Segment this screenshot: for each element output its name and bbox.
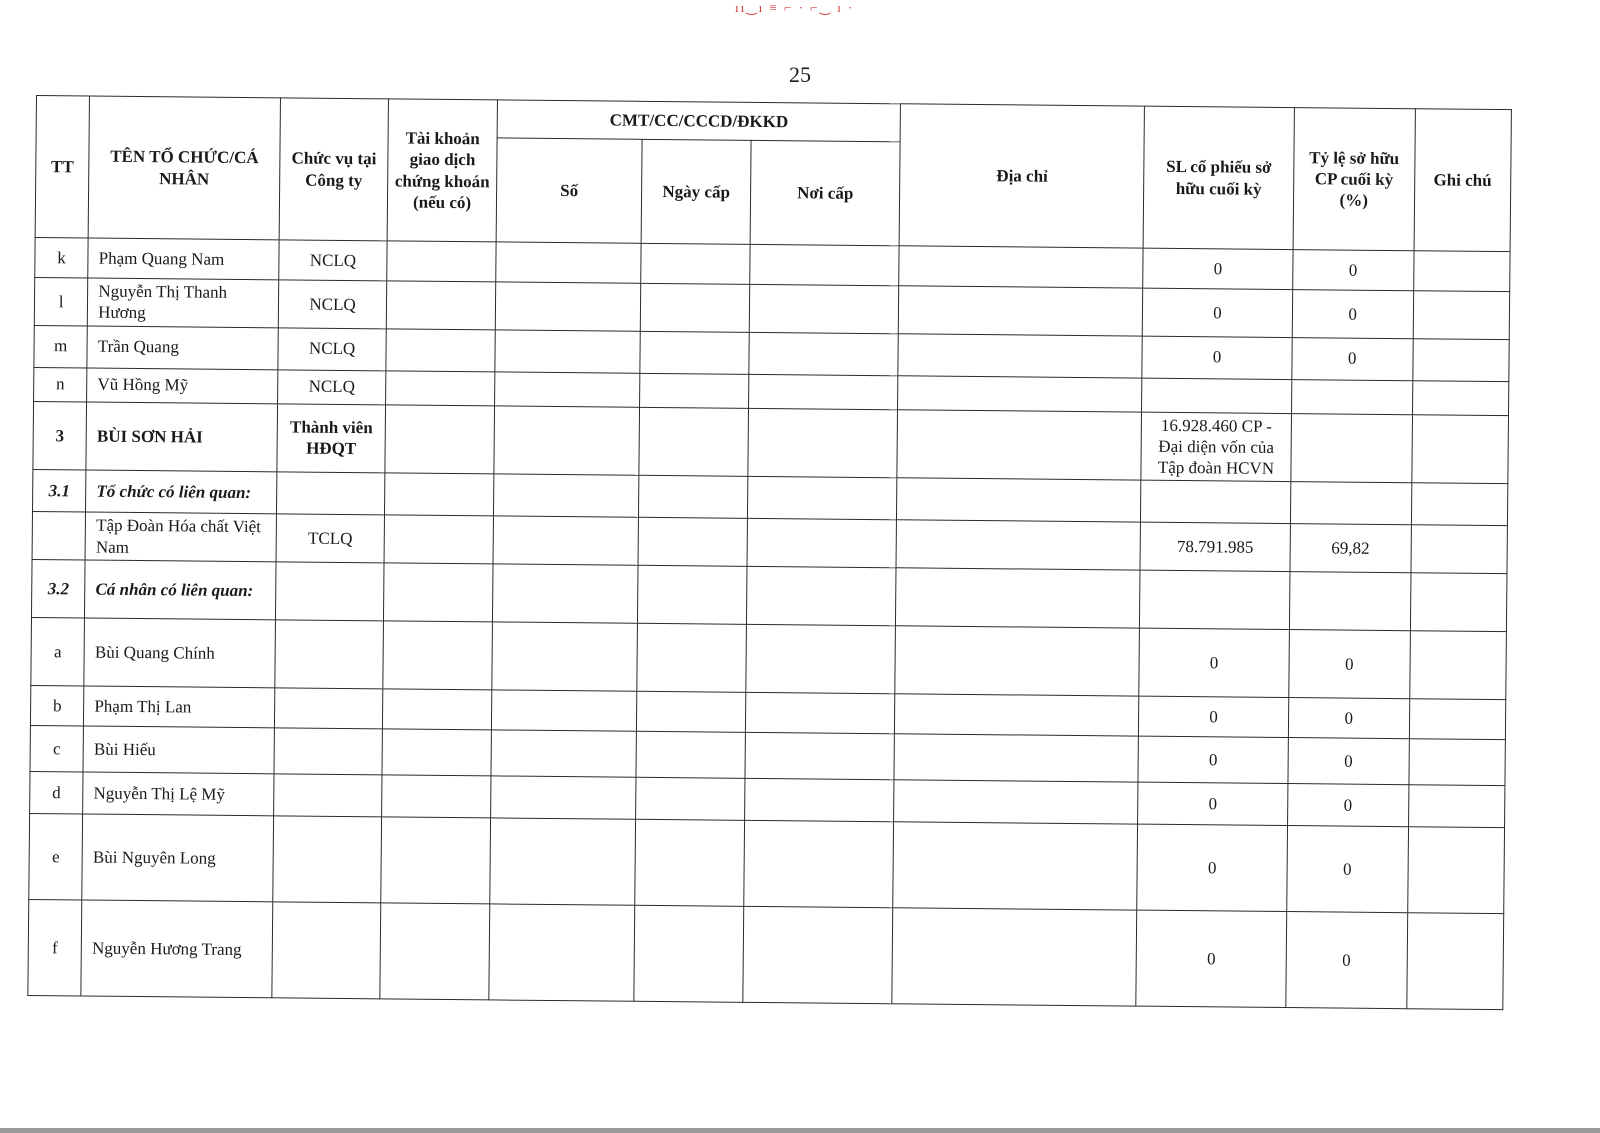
header-name: TÊN TỔ CHỨC/CÁ NHÂN [88, 96, 280, 240]
cell-tt: e [29, 813, 83, 900]
scan-edge [0, 1128, 1600, 1133]
cell-name: Bùi Quang Chính [84, 618, 275, 688]
cell-shares [1141, 480, 1291, 523]
cell-shares: 0 [1138, 736, 1288, 783]
cell-id-number [494, 405, 640, 475]
cell-position: NCLQ [279, 240, 388, 281]
cell-position: Thành viên HĐQT [277, 403, 386, 473]
cell-id-number [489, 904, 635, 1001]
cell-account [385, 404, 494, 474]
cell-address [897, 409, 1141, 480]
cell-id-date [636, 777, 745, 820]
header-shares: SL cổ phiếu sở hữu cuối kỳ [1143, 106, 1294, 249]
cell-note [1412, 338, 1509, 381]
shareholder-table [27, 95, 1512, 1010]
cell-note [1411, 414, 1508, 484]
cell-note [1406, 912, 1503, 1009]
cell-name: Phạm Quang Nam [88, 238, 279, 280]
table-row [29, 813, 1505, 913]
cell-position: NCLQ [277, 369, 386, 404]
cell-address [894, 734, 1138, 782]
cell-id-place [746, 624, 896, 693]
cell-account [382, 775, 491, 818]
cell-id-number [493, 516, 639, 565]
cell-ratio: 0 [1288, 697, 1409, 738]
cell-position [273, 816, 382, 903]
cell-note [1409, 738, 1506, 785]
cell-tt: d [30, 771, 84, 814]
cell-id-date [636, 731, 745, 778]
cell-shares: 16.928.460 CP - Đại diện vốn của Tập đoàn HCVN [1141, 412, 1291, 482]
cell-note [1410, 572, 1507, 631]
cell-position: NCLQ [278, 280, 387, 329]
cell-name: Cá nhân có liên quan: [85, 560, 276, 620]
header-id-date: Ngày cấp [641, 139, 751, 244]
cell-position [275, 620, 384, 689]
cell-address [898, 375, 1142, 411]
cell-id-place [750, 244, 900, 285]
cell-shares: 78.791.985 [1140, 522, 1290, 571]
cell-note [1407, 826, 1504, 913]
cell-id-date [639, 407, 748, 477]
cell-id-place [749, 284, 899, 333]
cell-id-number [490, 776, 636, 819]
cell-note [1409, 630, 1506, 699]
cell-address [893, 822, 1138, 910]
cell-shares: 0 [1136, 910, 1286, 1007]
cell-id-place [746, 566, 896, 625]
cell-address [896, 520, 1140, 570]
cell-position [276, 472, 385, 515]
cell-note [1409, 698, 1506, 739]
cell-shares [1142, 378, 1292, 413]
cell-position: NCLQ [278, 327, 387, 370]
cell-id-place [745, 692, 895, 733]
cell-position [274, 688, 383, 729]
cell-account [385, 473, 494, 516]
cell-shares: 0 [1139, 628, 1289, 697]
header-tt: TT [35, 96, 90, 239]
cell-account [387, 281, 496, 330]
header-address: Địa chỉ [900, 104, 1145, 248]
cell-ratio: 0 [1292, 290, 1413, 339]
header-ratio: Tỷ lệ sở hữu CP cuối kỳ (%) [1293, 108, 1415, 251]
cell-id-date [639, 476, 748, 519]
cell-id-date [640, 373, 749, 408]
cell-ratio: 0 [1289, 629, 1411, 698]
cell-tt: 3.1 [32, 470, 86, 513]
cell-id-number [496, 242, 642, 283]
cell-name: Tập Đoàn Hóa chất Việt Nam [85, 512, 276, 561]
header-account [387, 99, 497, 242]
cell-account [380, 903, 489, 1000]
cell-id-date [635, 819, 744, 906]
header-account-label: Tài khoản giao dịch chứng khoán [394, 128, 490, 191]
cell-shares: 0 [1142, 336, 1292, 379]
cell-id-date [641, 283, 750, 332]
cell-account [384, 563, 493, 622]
cell-name: Tổ chức có liên quan: [86, 470, 277, 514]
cell-name: Bùi Nguyên Long [82, 814, 273, 902]
cell-name: Nguyễn Hương Trang [81, 900, 272, 998]
cell-note [1412, 380, 1509, 415]
cell-position [274, 728, 383, 775]
cell-shares: 0 [1137, 824, 1287, 911]
cell-note [1413, 291, 1510, 339]
table-row [28, 899, 1504, 1009]
cell-tt: m [34, 325, 88, 368]
cell-id-place [749, 332, 899, 375]
cell-account [383, 621, 492, 690]
cell-tt: f [28, 899, 82, 996]
cell-id-number [492, 564, 638, 623]
cell-id-place [747, 477, 897, 520]
cell-address [895, 694, 1139, 736]
cell-ratio: 0 [1292, 337, 1413, 380]
cell-id-number [490, 818, 636, 905]
stamp-mark: ıı‿ı ≡ ⌐ · ⌐‿ ı · [735, 0, 855, 15]
cell-tt [32, 512, 86, 560]
cell-ratio [1289, 571, 1410, 630]
cell-tt: 3.2 [31, 559, 85, 618]
cell-id-date [637, 691, 746, 732]
cell-tt: a [31, 617, 85, 686]
cell-tt: k [35, 237, 89, 278]
cell-account [387, 241, 496, 282]
cell-account [384, 515, 493, 564]
cell-account [386, 328, 495, 371]
header-note: Ghi chú [1414, 109, 1512, 252]
cell-name: BÙI SƠN HẢI [86, 402, 277, 473]
page-number: 25 [789, 62, 811, 87]
cell-shares [1140, 570, 1290, 629]
cell-ratio: 0 [1287, 783, 1408, 826]
cell-id-date [641, 243, 750, 284]
cell-ratio: 0 [1292, 250, 1413, 291]
cell-name: Vũ Hồng Mỹ [87, 368, 278, 404]
cell-id-place [744, 778, 894, 821]
cell-id-number [492, 622, 638, 691]
cell-address [899, 286, 1143, 336]
cell-tt: l [34, 277, 88, 325]
cell-shares: 0 [1139, 696, 1289, 737]
cell-tt: b [30, 685, 84, 726]
cell-ratio: 69,82 [1290, 524, 1411, 573]
cell-address [892, 908, 1137, 1006]
cell-tt: n [34, 367, 88, 402]
cell-id-number [494, 371, 640, 406]
cell-id-number [495, 282, 641, 331]
cell-address [896, 568, 1140, 628]
cell-account [383, 689, 492, 730]
header-position: Chức vụ tại Công ty [279, 98, 389, 241]
cell-id-place [748, 408, 898, 478]
cell-id-number [491, 690, 637, 731]
cell-account [381, 817, 490, 904]
cell-address [899, 246, 1143, 288]
header-account-note: (nếu có) [412, 192, 472, 212]
cell-id-number [493, 474, 639, 517]
cell-id-date [638, 565, 747, 624]
cell-name: Trần Quang [87, 326, 278, 370]
header-id-number: Số [496, 138, 642, 243]
cell-position [272, 902, 381, 999]
cell-shares: 0 [1142, 288, 1292, 337]
cell-name: Nguyễn Thị Thanh Hương [88, 278, 279, 327]
cell-name: Phạm Thị Lan [84, 686, 275, 728]
cell-note [1411, 483, 1508, 526]
cell-note [1411, 525, 1508, 573]
cell-position: TCLQ [276, 514, 385, 563]
table-container [27, 95, 1512, 1010]
cell-id-date [638, 518, 747, 567]
cell-account [386, 370, 495, 405]
cell-account [382, 729, 491, 776]
cell-address [895, 626, 1139, 696]
cell-note [1413, 251, 1510, 292]
cell-address [897, 478, 1141, 522]
cell-id-number [491, 730, 637, 777]
cell-tt: 3 [33, 401, 87, 470]
cell-ratio [1291, 379, 1412, 414]
cell-tt: c [30, 725, 84, 772]
cell-name: Nguyễn Thị Lệ Mỹ [83, 772, 274, 816]
cell-id-number [495, 329, 641, 372]
cell-ratio: 0 [1288, 737, 1409, 784]
header-id-group: CMT/CC/CCCD/ĐKKD [497, 100, 901, 142]
cell-position [275, 562, 384, 621]
cell-ratio: 0 [1287, 825, 1409, 912]
cell-shares: 0 [1143, 248, 1293, 289]
cell-ratio: 0 [1286, 911, 1408, 1008]
cell-shares: 0 [1138, 782, 1288, 825]
cell-id-place [745, 732, 895, 779]
cell-address [898, 333, 1142, 377]
cell-id-place [747, 519, 897, 568]
cell-note [1408, 784, 1505, 827]
cell-ratio [1291, 413, 1413, 483]
cell-id-place [744, 820, 894, 907]
cell-position [273, 774, 382, 817]
cell-ratio [1290, 482, 1411, 525]
cell-id-place [748, 374, 898, 409]
cell-id-place [743, 906, 893, 1003]
cell-address [894, 780, 1138, 824]
cell-name: Bùi Hiếu [83, 726, 274, 774]
cell-id-date [637, 623, 746, 692]
cell-id-date [634, 905, 743, 1002]
header-id-place: Nơi cấp [750, 140, 901, 245]
cell-id-date [640, 331, 749, 374]
